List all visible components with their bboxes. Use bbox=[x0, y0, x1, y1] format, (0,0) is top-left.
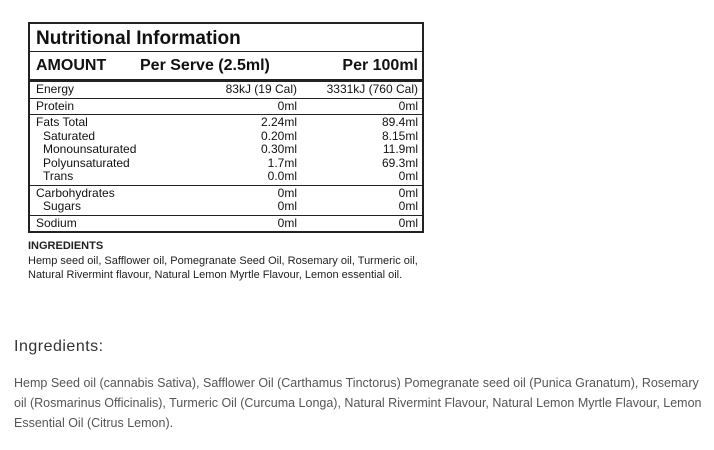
nutrient-per-100: 0ml bbox=[398, 185, 418, 200]
nutrition-row bbox=[36, 83, 418, 97]
nutrient-per-100: 11.9ml bbox=[382, 142, 418, 156]
nutrition-label-image bbox=[28, 22, 424, 283]
nutrition-row bbox=[36, 116, 418, 130]
label-ingredients-text: Hemp seed oil, Safflower oil, Pomegranate Seed Oil, Rosemary oil, Turmeric oil, Natural Rivermint flavour, Natural Lemon Myrtle Flavour, Lemon essential oil. bbox=[28, 254, 418, 281]
nutrition-table bbox=[28, 22, 424, 233]
nutrient-per-100: 0ml bbox=[398, 215, 418, 230]
nutrition-row bbox=[36, 170, 418, 184]
nutrition-row bbox=[36, 130, 418, 144]
nutrient-per-serve: 0ml bbox=[277, 185, 297, 200]
nutrient-name: Sugars bbox=[43, 199, 82, 213]
nutrient-name: Energy bbox=[36, 82, 75, 96]
nutrient-per-100: 0ml bbox=[398, 98, 418, 113]
nutrient-name: Carbohydrates bbox=[36, 185, 115, 200]
nutrient-per-serve: 1.7ml bbox=[267, 155, 297, 170]
nutrition-group bbox=[30, 115, 422, 186]
nutrient-name: Fats Total bbox=[36, 115, 88, 129]
nutrient-per-100: 8.15ml bbox=[381, 128, 418, 143]
ingredients-text: Hemp Seed oil (cannabis Sativa), Safflower Oil (Carthamus Tinctorus) Pomegranate seed oil (Punica Granatum), Rosemary oil (Rosmarinus Officinalis), Turmeric Oil (Curcuma Longa), Natural Rivermint Flavour, Natural Lemon Myrtle Flavour, Lemon Essential Oil (Citrus Lemon). bbox=[14, 376, 702, 430]
nutrition-row bbox=[36, 100, 418, 114]
header-per-100: Per 100ml bbox=[342, 57, 418, 74]
nutrient-per-100: 69.3ml bbox=[381, 155, 418, 170]
nutrient-per-serve: 0ml bbox=[277, 98, 297, 113]
nutrient-name: Polyunsaturated bbox=[43, 155, 130, 170]
nutrition-group bbox=[30, 99, 422, 116]
label-ingredients-heading: INGREDIENTS bbox=[28, 240, 104, 252]
nutrient-per-100: 0ml bbox=[398, 169, 418, 183]
nutrient-per-serve: 0ml bbox=[277, 199, 297, 213]
nutrition-group bbox=[30, 216, 422, 232]
nutrient-per-serve: 2.24ml bbox=[260, 115, 297, 129]
ingredients-title: Ingredients: bbox=[14, 338, 104, 355]
nutrient-per-100: 3331kJ (760 Cal) bbox=[326, 82, 418, 96]
nutrient-name: Trans bbox=[43, 169, 74, 183]
nutrition-header-row bbox=[30, 52, 422, 82]
nutrient-name: Protein bbox=[36, 98, 75, 113]
nutrient-per-100: 0ml bbox=[398, 199, 418, 213]
nutrition-row bbox=[36, 200, 418, 214]
nutrition-row bbox=[36, 157, 418, 171]
nutrition-group bbox=[30, 186, 422, 216]
nutrient-per-serve: 83kJ (19 Cal) bbox=[225, 82, 297, 96]
nutrient-name: Sodium bbox=[36, 215, 77, 230]
label-ingredients bbox=[28, 239, 428, 283]
nutrient-per-100: 89.4ml bbox=[381, 115, 418, 129]
nutrition-group bbox=[30, 82, 422, 99]
nutrition-row bbox=[36, 143, 418, 157]
header-amount: AMOUNT bbox=[36, 57, 107, 74]
nutrition-row bbox=[36, 187, 418, 201]
nutrient-per-serve: 0.30ml bbox=[260, 142, 297, 156]
nutrient-per-serve: 0ml bbox=[277, 215, 297, 230]
nutrient-name: Monounsaturated bbox=[43, 142, 137, 156]
nutrient-name: Saturated bbox=[43, 128, 96, 143]
nutrition-row bbox=[36, 217, 418, 231]
header-per-serve: Per Serve (2.5ml) bbox=[140, 57, 270, 74]
nutrition-body bbox=[30, 82, 422, 231]
nutrient-per-serve: 0.20ml bbox=[260, 128, 297, 143]
nutrition-title: Nutritional Information bbox=[30, 24, 422, 52]
nutrient-per-serve: 0.0ml bbox=[267, 169, 297, 183]
